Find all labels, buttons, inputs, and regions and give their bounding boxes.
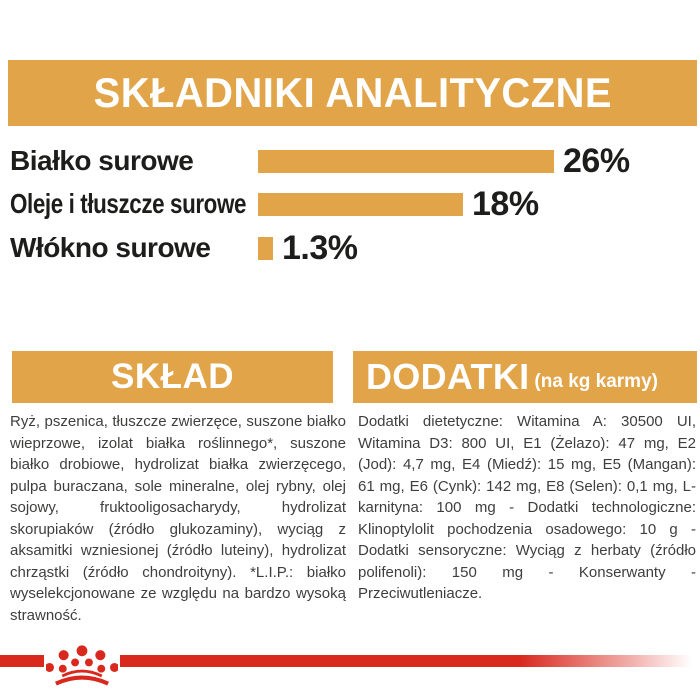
analytical-components-banner bbox=[8, 60, 697, 126]
chart-label-fat: Oleje i tłuszcze surowe bbox=[10, 188, 247, 219]
additives-title: DODATKI bbox=[366, 356, 530, 397]
chart-row-protein bbox=[10, 141, 696, 180]
additives-subtitle: (na kg karmy) bbox=[534, 371, 658, 392]
footer-rule-left bbox=[0, 655, 44, 667]
bar-fibre bbox=[258, 237, 273, 260]
bar-protein bbox=[258, 150, 554, 173]
chart-label-protein: Białko surowe bbox=[10, 145, 194, 176]
footer-rule-right bbox=[120, 655, 692, 667]
chart-label-fibre: Włókno surowe bbox=[10, 232, 211, 263]
composition-text: Ryż, pszenica, tłuszcze zwierzęce, suszone białko wieprzowe, izolat białka roślinnego*, suszone białko drobiowe, hydrolizat białka zwierzęcego, pulpa buraczana, sole mineralne, olej rybny, olej sojowy, fruktooligosacharydy, hydrolizat skorupiaków (źródło glukozaminy), wyciąg z aksamitki wzniesionej (źródło luteiny), hydrolizat chrząstki (źródło chondroityny). *L.I.P.: białko wyselekcjonowane ze względu na bardzo wysoką strawność. bbox=[10, 413, 346, 624]
chart-row-fat bbox=[10, 184, 696, 223]
chart-row-fibre bbox=[10, 228, 696, 267]
analytical-components-title: SKŁADNIKI ANALITYCZNE bbox=[93, 69, 612, 116]
additives-text: Dodatki dietetyczne: Witamina A: 30500 UI, Witamina D3: 800 UI, E1 (Żelazo): 47 mg, E2 (Jod): 4,7 mg, E4 (Miedź): 15 mg, E5 (Mangan): 61 mg, E6 (Cynk): 142 mg, E8 (Selen): 0,1 mg, L-karnityna: 100 mg - Dodatki technologiczne: Klinoptylolit pochodzenia osadowego: 10 g - Dodatki sensoryczne: Wyciąg z herbaty (źródło polifenoli): 150 mg - Konserwanty - Przeciwutleniacze. bbox=[358, 413, 696, 602]
composition-banner bbox=[12, 351, 333, 403]
additives-banner bbox=[353, 351, 697, 403]
value-fibre: 1.3% bbox=[282, 228, 358, 267]
royal-canin-crown-icon bbox=[46, 639, 118, 686]
value-fat: 18% bbox=[472, 184, 539, 223]
value-protein: 26% bbox=[563, 141, 630, 180]
bar-fat bbox=[258, 193, 463, 216]
composition-title: SKŁAD bbox=[110, 357, 235, 396]
